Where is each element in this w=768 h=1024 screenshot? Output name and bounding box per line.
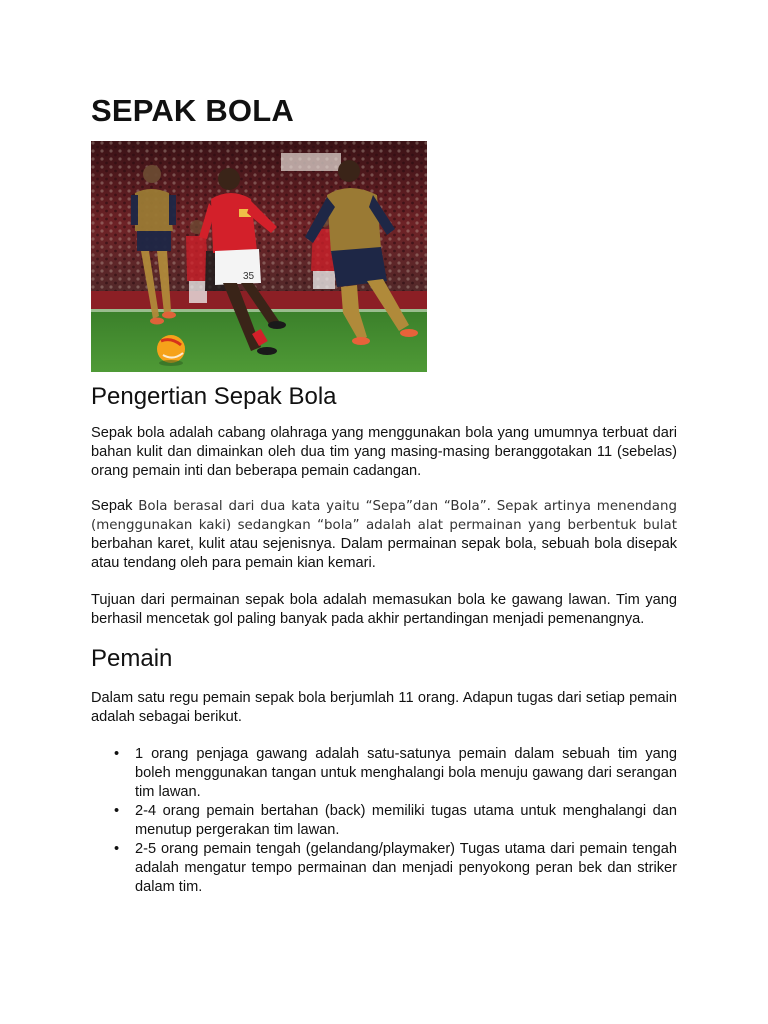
list-item: [114, 745, 677, 802]
jersey-number: 35: [243, 271, 255, 282]
paragraph-players-intro: Dalam satu regu pemain sepak bola berjumlah 11 orang. Adapun tugas dari setiap pemain adalah sebagai berikut.: [91, 690, 677, 725]
list-item-text: 1 orang penjaga gawang adalah satu-satunya pemain dalam sebuah tim yang boleh menggunakan tangan untuk menghalangi bola menuju gawang dari serangan tim lawan.: [135, 746, 677, 800]
paragraph-etymology-tail: berbahan karet, kulit atau sejenisnya. Dalam permainan sepak bola, sebuah bola disepak atau tendang oleh para pemain kian kemari.: [91, 536, 677, 571]
bullet-icon: •: [114, 746, 120, 762]
list-item-text: 2-5 orang pemain tengah (gelandang/playmaker) Tugas utama dari pemain tengah adalah mengatur tempo permainan dan menjadi penyokong peran bek dan striker dalam tim.: [135, 841, 677, 895]
section-heading-pemain: Pemain: [91, 645, 173, 672]
list-item: [114, 840, 677, 897]
paragraph-etymology: [91, 497, 677, 573]
football-match-photo: [91, 141, 427, 372]
paragraph-definition: Sepak bola adalah cabang olahraga yang menggunakan bola yang umumnya terbuat dari bahan kulit dan dimainkan oleh dua tim yang masing-masing beranggotakan 11 (sebelas) orang pemain inti dan beberapa pemain cadangan.: [91, 425, 677, 479]
list-item: [114, 802, 677, 840]
bullet-icon: •: [114, 841, 120, 857]
section-heading-pengertian: Pengertian Sepak Bola: [91, 383, 337, 410]
player-roles-list: [91, 745, 677, 897]
football-ball: [157, 335, 185, 366]
bullet-icon: •: [114, 803, 120, 819]
paragraph-etymology-pasted: Bola berasal dari dua kata yaitu “Sepa”dan “Bola”. Sepak artinya menendang (menggunakan kaki) sedangkan “bola” adalah alat permainan yang berbentuk bulat: [91, 499, 677, 533]
document-title: SEPAK BOLA: [91, 93, 294, 128]
paragraph-objective: Tujuan dari permainan sepak bola adalah memasukan bola ke gawang lawan. Tim yang berhasil mencetak gol paling banyak pada akhir pertandingan menjadi pemenangnya.: [91, 592, 677, 627]
paragraph-etymology-lead: Sepak: [91, 498, 133, 514]
list-item-text: 2-4 orang pemain bertahan (back) memiliki tugas utama untuk menghalangi dan menutup pergerakan tim lawan.: [135, 803, 677, 838]
